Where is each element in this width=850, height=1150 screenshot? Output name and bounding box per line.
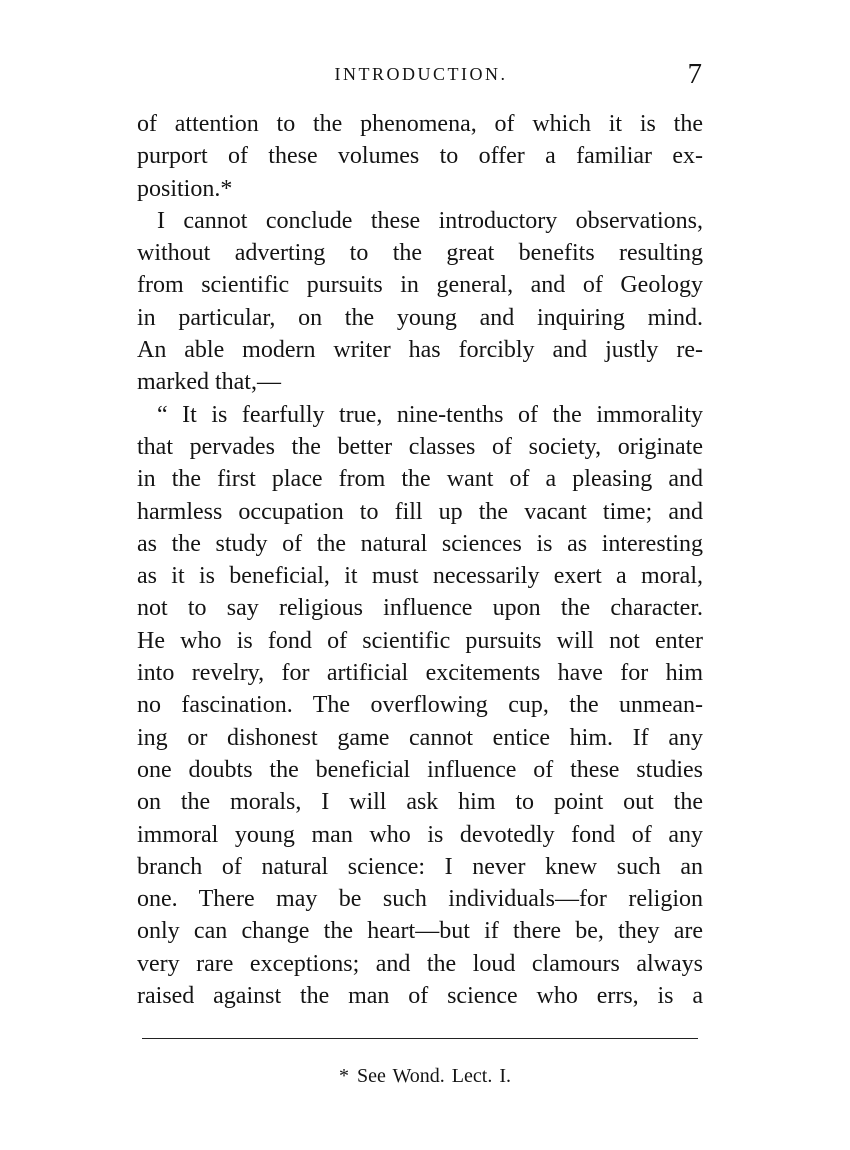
text-line: not to say religious influence upon the character. xyxy=(137,595,703,622)
page-number: 7 xyxy=(687,58,702,90)
footnote-text: See Wond. Lect. I. xyxy=(357,1065,511,1087)
text-line: into revelry, for artificial excitements have for him xyxy=(137,660,703,687)
text-line: as the study of the natural sciences is as interesting xyxy=(137,530,703,557)
text-line: He who is fond of scientific pursuits will not enter xyxy=(137,627,703,654)
footnote xyxy=(0,1065,850,1088)
text-line: on the morals, I will ask him to point out the xyxy=(137,789,703,816)
text-line: marked that,— xyxy=(137,369,281,396)
text-line: no fascination. The overflowing cup, the unmean- xyxy=(137,692,703,719)
running-title: INTRODUCTION. xyxy=(334,64,508,84)
text-line: of attention to the phenomena, of which it is the xyxy=(137,111,703,137)
text-line: one doubts the beneficial influence of these studies xyxy=(137,756,703,783)
text-line: in the first place from the want of a pleasing and xyxy=(137,466,703,493)
text-line: raised against the man of science who errs, is a xyxy=(137,983,703,1010)
text-line: one. There may be such individuals—for religion xyxy=(137,886,703,913)
text-line: as it is beneficial, it must necessarily exert a moral, xyxy=(137,563,703,590)
footnote-mark: * xyxy=(339,1065,349,1087)
text-line: immoral young man who is devotedly fond of any xyxy=(137,821,703,848)
running-head xyxy=(138,58,704,88)
text-line: ing or dishonest game cannot entice him. If any xyxy=(137,724,703,751)
text-line: An able modern writer has forcibly and justly re- xyxy=(137,337,703,364)
text-line: without adverting to the great benefits resulting xyxy=(137,240,703,267)
text-line: that pervades the better classes of society, originate xyxy=(137,433,703,460)
text-line: purport of these volumes to offer a familiar ex- xyxy=(137,143,703,170)
text-line: very rare exceptions; and the loud clamours always xyxy=(137,950,703,977)
text-line: only can change the heart—but if there be, they are xyxy=(137,918,703,945)
body-text xyxy=(137,108,703,1012)
text-line: harmless occupation to fill up the vacant time; and xyxy=(137,498,703,525)
text-line: from scientific pursuits in general, and of Geology xyxy=(137,272,703,299)
text-line: in particular, on the young and inquiring mind. xyxy=(137,304,703,331)
text-line: position.* xyxy=(137,175,233,202)
text-line: branch of natural science: I never knew such an xyxy=(137,853,703,880)
footnote-rule xyxy=(142,1038,698,1039)
text-line: I cannot conclude these introductory observations, xyxy=(157,207,703,234)
text-line: “ It is fearfully true, nine-tenths of the immorality xyxy=(157,401,703,428)
